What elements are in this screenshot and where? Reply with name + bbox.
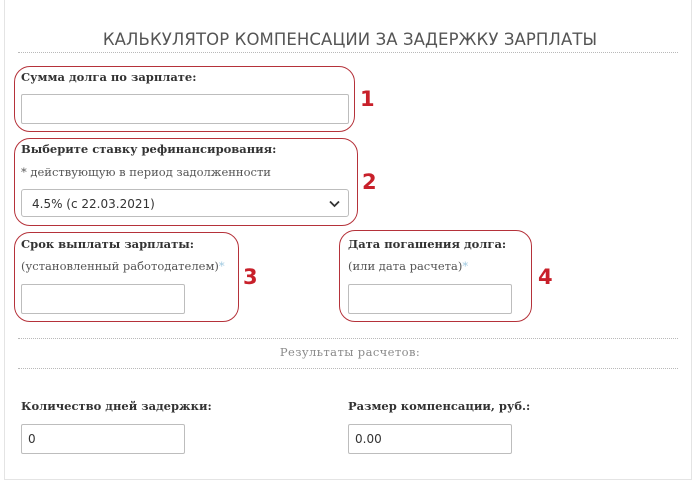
rate-label: Выберите ставку рефинансирования:	[21, 142, 277, 156]
page-title: КАЛЬКУЛЯТОР КОМПЕНСАЦИИ ЗА ЗАДЕРЖКУ ЗАРПЛАТЫ	[102, 30, 598, 49]
chevron-down-icon	[329, 190, 340, 218]
delay-days-output: 0	[21, 424, 185, 454]
delay-days-label: Количество дней задержки:	[21, 399, 212, 413]
pay-deadline-input[interactable]	[21, 284, 185, 314]
rate-select-value: 4.5% (с 22.03.2021)	[32, 197, 155, 211]
debt-label: Сумма долга по зарплате:	[21, 70, 197, 84]
repay-date-hint: (или дата расчета)*	[348, 259, 469, 273]
results-divider-bottom	[18, 368, 678, 369]
title-divider	[18, 52, 678, 53]
compensation-label: Размер компенсации, руб.:	[348, 399, 531, 413]
pay-deadline-label: Срок выплаты зарплаты:	[21, 237, 195, 251]
annotation-number-4: 4	[538, 265, 553, 289]
results-header: Результаты расчетов:	[279, 345, 421, 359]
annotation-number-3: 3	[243, 265, 258, 289]
rate-select[interactable]	[21, 189, 349, 217]
rate-hint: * действующую в период задолженности	[21, 165, 271, 179]
results-divider-top	[18, 338, 678, 339]
repay-date-input[interactable]	[348, 284, 512, 314]
required-mark: *	[462, 259, 469, 273]
annotation-number-2: 2	[362, 170, 377, 194]
pay-deadline-hint: (установленный работодателем)*	[21, 259, 225, 273]
repay-date-label: Дата погашения долга:	[348, 237, 507, 251]
annotation-number-1: 1	[360, 87, 375, 111]
debt-amount-input[interactable]	[21, 94, 349, 124]
compensation-output: 0.00	[348, 424, 512, 454]
required-mark: *	[218, 259, 225, 273]
